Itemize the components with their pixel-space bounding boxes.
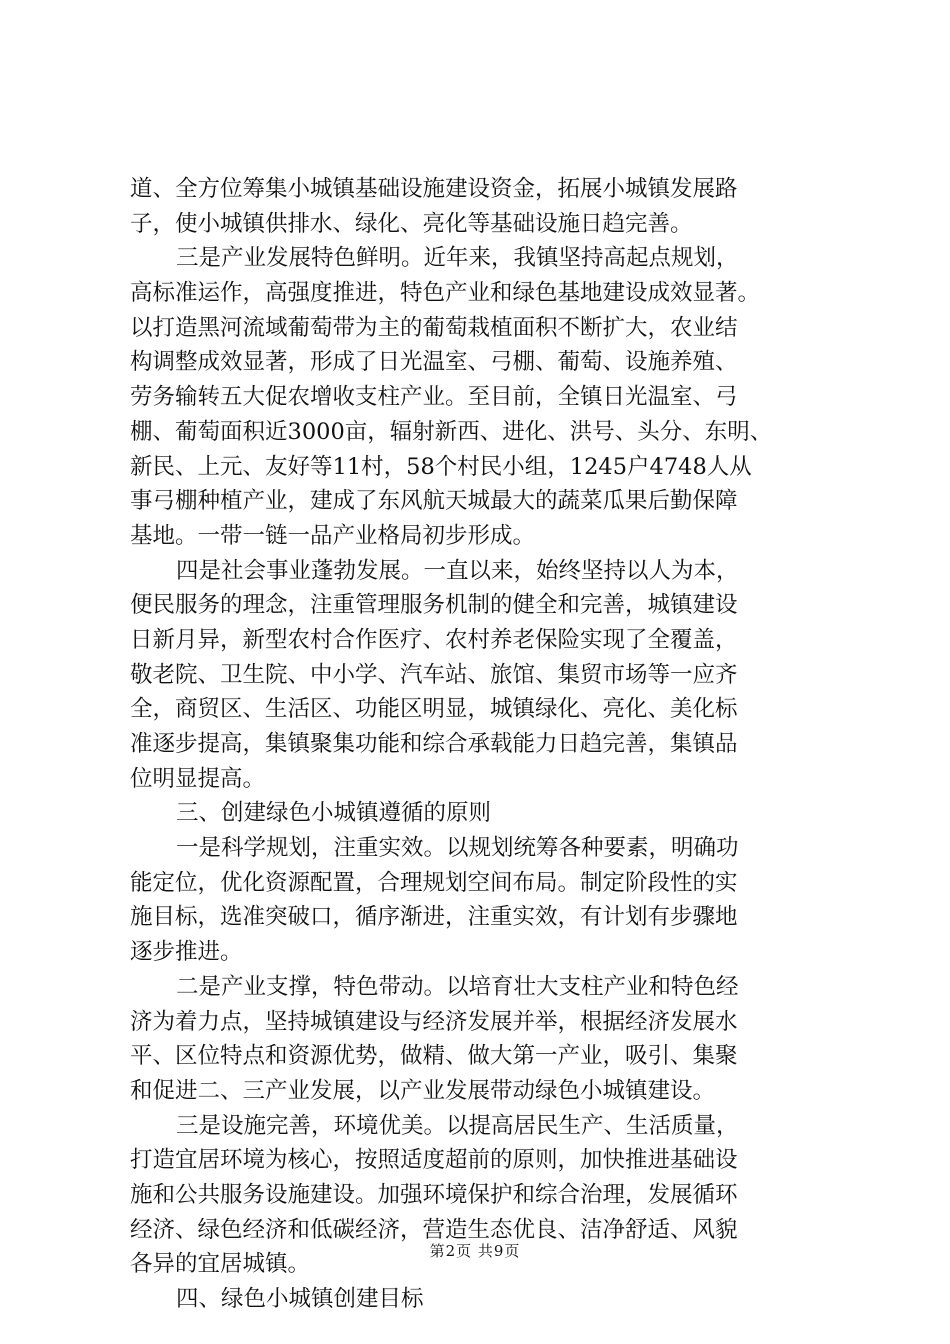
text-line: 四是社会事业蓬勃发展。一直以来，始终坚持以人为本， bbox=[176, 557, 739, 584]
text-line: 高标准运作，高强度推进，特色产业和绿色基地建设成效显著。 bbox=[130, 280, 761, 307]
text-line: 施目标，选准突破口，循序渐进，注重实效，有计划有步骤地 bbox=[130, 904, 738, 931]
text-line: 全，商贸区、生活区、功能区明显，城镇绿化、亮化、美化标 bbox=[130, 696, 738, 723]
text-line: 日新月异，新型农村合作医疗、农村养老保险实现了全覆盖， bbox=[130, 626, 738, 653]
text-line: 道、全方位筹集小城镇基础设施建设资金，拓展小城镇发展路 bbox=[130, 176, 738, 202]
text-line: 三是设施完善，环境优美。以提高居民生产、生活质量， bbox=[176, 1112, 739, 1139]
text-line: 劳务输转五大促农增收支柱产业。至目前，全镇日光温室、弓 bbox=[130, 384, 738, 411]
text-line: 逐步推进。 bbox=[130, 939, 243, 966]
text-line: 施和公共服务设施建设。加强环境保护和综合治理，发展循环 bbox=[130, 1181, 738, 1208]
text-line: 能定位，优化资源配置，合理规划空间布局。制定阶段性的实 bbox=[130, 869, 738, 896]
text-line: 便民服务的理念，注重管理服务机制的健全和完善，城镇建设 bbox=[130, 592, 738, 619]
text-line: 一是科学规划，注重实效。以规划统筹各种要素，明确功 bbox=[176, 835, 739, 862]
text-line: 打造宜居环境为核心，按照适度超前的原则，加快推进基础设 bbox=[130, 1147, 738, 1174]
text-line: 新民、上元、友好等11村，58个村民小组，1245户4748人从 bbox=[130, 453, 752, 480]
text-line: 三是产业发展特色鲜明。近年来，我镇坚持高起点规划， bbox=[176, 245, 739, 272]
text-line: 平、区位特点和资源优势，做精、做大第一产业，吸引、集聚 bbox=[130, 1043, 738, 1070]
text-line: 三、创建绿色小城镇遵循的原则 bbox=[176, 800, 492, 827]
text-line: 敬老院、卫生院、中小学、汽车站、旅馆、集贸市场等一应齐 bbox=[130, 661, 738, 688]
body-text bbox=[130, 172, 850, 1317]
text-line: 棚、葡萄面积近3000亩，辐射新西、进化、洪号、头分、东明、 bbox=[130, 418, 773, 445]
text-line: 构调整成效显著，形成了日光温室、弓棚、葡萄、设施养殖、 bbox=[130, 349, 738, 376]
page-footer: 第2页 共9页 bbox=[429, 1242, 521, 1260]
text-line: 事弓棚种植产业，建成了东风航天城最大的蔬菜瓜果后勤保障 bbox=[130, 488, 738, 515]
text-line: 准逐步提高，集镇聚集功能和综合承载能力日趋完善，集镇品 bbox=[130, 731, 738, 757]
text-line: 以打造黑河流域葡萄带为主的葡萄栽植面积不断扩大，农业结 bbox=[130, 314, 738, 341]
text-line: 基地。一带一链一品产业格局初步形成。 bbox=[130, 522, 536, 549]
text-line: 四、绿色小城镇创建目标 bbox=[176, 1286, 424, 1312]
text-line: 二是产业支撑，特色带动。以培育壮大支柱产业和特色经 bbox=[176, 973, 739, 1000]
text-line: 济为着力点，坚持城镇建设与经济发展并举，根据经济发展水 bbox=[130, 1008, 738, 1035]
text-line: 各异的宜居城镇。 bbox=[130, 1251, 311, 1278]
text-line: 和促进二、三产业发展，以产业发展带动绿色小城镇建设。 bbox=[130, 1077, 716, 1104]
text-line: 位明显提高。 bbox=[130, 765, 266, 792]
text-line: 子，使小城镇供排水、绿化、亮化等基础设施日趋完善。 bbox=[130, 210, 693, 237]
text-line: 经济、绿色经济和低碳经济，营造生态优良、洁净舒适、风貌 bbox=[130, 1216, 738, 1243]
